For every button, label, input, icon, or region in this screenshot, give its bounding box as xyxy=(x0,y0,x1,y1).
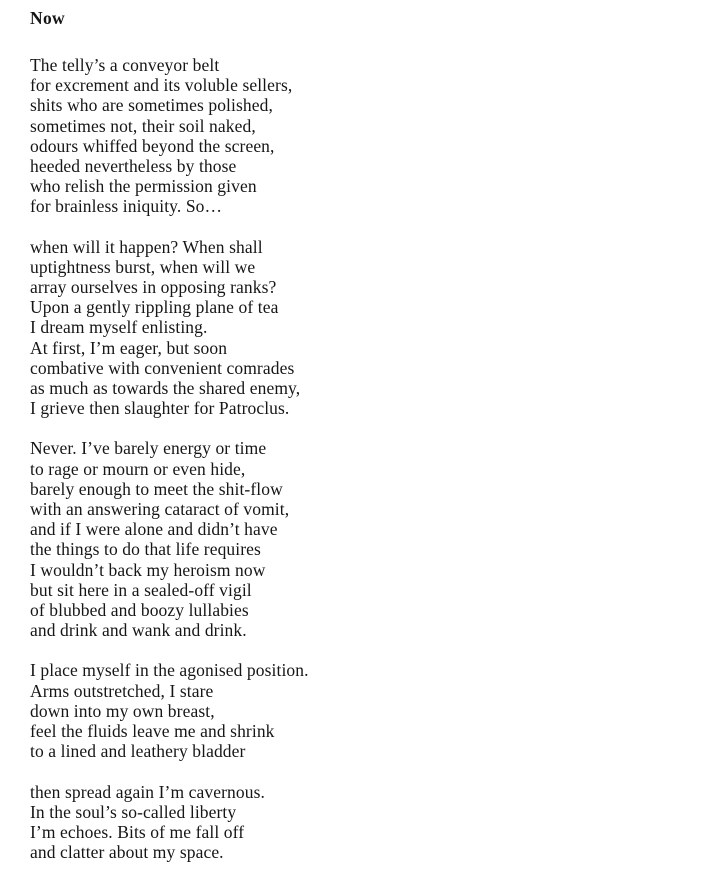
poem-line: I grieve then slaughter for Patroclus. xyxy=(30,398,290,419)
poem-line: with an answering cataract of vomit, xyxy=(30,499,290,520)
poem-line: for excrement and its voluble sellers, xyxy=(30,75,293,96)
poem-line: down into my own breast, xyxy=(30,700,215,721)
poem-stanza-3 xyxy=(30,438,666,640)
poem-line: I place myself in the agonised position. xyxy=(30,660,309,681)
poem-line: sometimes not, their soil naked, xyxy=(30,115,256,136)
poem-line: and if I were alone and didn’t have xyxy=(30,519,278,540)
poem-line: In the soul’s so-called liberty xyxy=(30,801,237,822)
poem-line: I wouldn’t back my heroism now xyxy=(30,559,266,580)
poem-line: Never. I’ve barely energy or time xyxy=(30,438,267,459)
poem-line: and clatter about my space. xyxy=(30,842,224,863)
poem-line: and drink and wank and drink. xyxy=(30,620,247,641)
poem-line: Upon a gently rippling plane of tea xyxy=(30,297,279,318)
poem-line: Arms outstretched, I stare xyxy=(30,680,214,701)
poem-line: I’m echoes. Bits of me fall off xyxy=(30,821,245,842)
poem-line: as much as towards the shared enemy, xyxy=(30,378,301,399)
poem-line: barely enough to meet the shit-flow xyxy=(30,478,283,499)
poem-line: The telly’s a conveyor belt xyxy=(30,55,220,75)
poem-line: the things to do that life requires xyxy=(30,539,261,560)
poem-line: odours whiffed beyond the screen, xyxy=(30,135,275,156)
poem-line: At first, I’m eager, but soon xyxy=(30,337,228,358)
poem-line: to a lined and leathery bladder xyxy=(30,741,246,762)
poem-line: uptightness burst, when will we xyxy=(30,256,256,277)
poem-line: who relish the permission given xyxy=(30,176,257,197)
poem-stanza-2 xyxy=(30,237,666,419)
poem-line: to rage or mourn or even hide, xyxy=(30,458,246,479)
poem-line: heeded nevertheless by those xyxy=(30,156,237,177)
poem-line: I dream myself enlisting. xyxy=(30,317,208,338)
poem-title: Now xyxy=(30,8,65,28)
poem-line: shits who are sometimes polished, xyxy=(30,95,273,116)
poem-line: but sit here in a sealed-off vigil xyxy=(30,579,252,600)
poem-line: array ourselves in opposing ranks? xyxy=(30,277,277,298)
poem-line: of blubbed and boozy lullabies xyxy=(30,600,249,621)
poem-line: combative with convenient comrades xyxy=(30,357,295,378)
poem-line: then spread again I’m cavernous. xyxy=(30,781,265,802)
poem-stanza-4 xyxy=(30,660,666,761)
poem-stanza-1 xyxy=(30,55,666,217)
poem-line: when will it happen? When shall xyxy=(30,236,263,257)
poem-line: for brainless iniquity. So… xyxy=(30,196,223,217)
poem-line: feel the fluids leave me and shrink xyxy=(30,721,275,742)
poem-stanza-5 xyxy=(30,782,666,863)
